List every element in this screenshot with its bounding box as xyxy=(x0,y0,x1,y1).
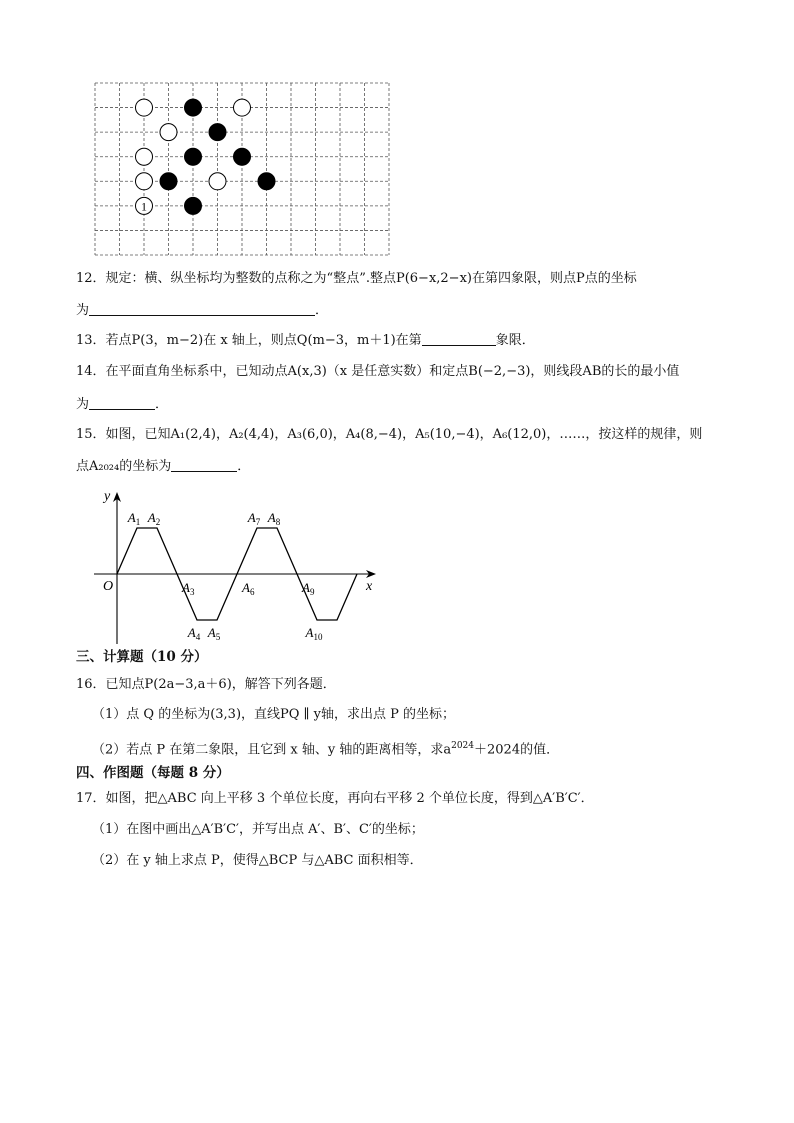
answer-blank-15 xyxy=(171,458,237,472)
question-14-line2 xyxy=(76,396,168,414)
question-16-stem: 16．已知点P(2a−3,a＋6)，解答下列各题． xyxy=(76,677,336,692)
stone-label: 1 xyxy=(141,199,147,214)
question-17-stem: 17．如图，把△ABC 向上平移 3 个单位长度，再向右平移 2 个单位长度，得到△A′B′C′． xyxy=(76,791,594,806)
answer-blank-13 xyxy=(422,332,496,346)
answer-blank-12 xyxy=(89,302,315,316)
black-stone xyxy=(234,148,251,165)
question-13-prefix: 13．若点P(3，m−2)在 x 轴上，则点Q(m−3，m＋1)在第 xyxy=(76,333,422,348)
origin-label: O xyxy=(103,579,114,594)
point-label: $A_9$ xyxy=(302,580,315,597)
question-12-prefix: 为 xyxy=(76,303,90,318)
white-stone xyxy=(234,99,251,116)
question-15-prefix: 点A₂₀₂₄的坐标为 xyxy=(76,459,172,474)
answer-blank-14 xyxy=(89,396,155,410)
black-stone xyxy=(185,197,202,214)
black-stone xyxy=(160,173,177,190)
white-stone xyxy=(160,124,177,141)
section-4-title: 四、作图题（每题 8 分） xyxy=(76,765,230,781)
point-label: $A_{10}$ xyxy=(305,625,323,642)
question-15-line1: 15．如图，已知A₁(2,4)，A₂(4,4)，A₃(6,0)，A₄(8,−4)，A₅(10,−4)，A₆(12,0)，……，按这样的规律，则 xyxy=(76,427,703,442)
question-13-suffix: 象限． xyxy=(495,333,535,348)
section-3-title: 三、计算题（10 分） xyxy=(76,649,208,665)
x-axis-label: x xyxy=(366,579,373,594)
question-12-line2 xyxy=(76,302,328,320)
point-label: $A_2$ xyxy=(147,510,161,527)
question-17-part2: （2）在 y 轴上求点 P，使得△BCP 与△ABC 面积相等． xyxy=(92,853,423,868)
question-15-line2 xyxy=(76,458,250,476)
question-16-part1: （1）点 Q 的坐标为(3,3)，直线PQ ∥ y轴，求出点 P 的坐标； xyxy=(92,707,456,722)
question-12-line1: 12．规定：横、纵坐标均为整数的点称之为“整点”.整点P(6−x,2−x)在第四象限，则点P点的坐标 xyxy=(76,271,637,286)
question-16-part2-suffix: ＋2024的值． xyxy=(474,742,560,758)
point-label: $A_6$ xyxy=(242,580,255,597)
question-14-prefix: 为 xyxy=(76,397,90,412)
y-axis-label: y xyxy=(104,489,111,504)
black-stone xyxy=(258,173,275,190)
question-12-suffix: ． xyxy=(315,303,329,318)
go-board-figure xyxy=(94,82,390,256)
question-13 xyxy=(76,332,535,350)
point-label: $A_7$ xyxy=(247,510,261,527)
white-stone xyxy=(209,173,226,190)
question-14-line1: 14．在平面直角坐标系中，已知动点A(x,3)（x 是任意实数）和定点B(−2,−3)，则线段AB的长的最小值 xyxy=(76,364,680,379)
question-14-suffix: ． xyxy=(155,397,169,412)
point-label: $A_8$ xyxy=(267,510,281,527)
point-label: $A_3$ xyxy=(182,580,195,597)
question-16-part2-prefix: （2）若点 P 在第二象限，且它到 x 轴、y 轴的距离相等，求a xyxy=(92,742,452,758)
point-label: $A_5$ xyxy=(207,625,221,642)
question-15-graph xyxy=(90,484,390,646)
black-stone xyxy=(185,99,202,116)
question-16-part2 xyxy=(92,737,559,759)
white-stone xyxy=(136,173,153,190)
point-label: $A_1$ xyxy=(127,510,141,527)
question-17-part1: （1）在图中画出△A′B′C′，并写出点 A′、B′、C′的坐标； xyxy=(92,822,424,837)
black-stone xyxy=(209,124,226,141)
question-15-suffix: ． xyxy=(237,459,251,474)
white-stone xyxy=(136,148,153,165)
black-stone xyxy=(185,148,202,165)
white-stone xyxy=(136,99,153,116)
question-16-exponent: 2024 xyxy=(451,741,475,751)
point-label: $A_4$ xyxy=(187,625,201,642)
